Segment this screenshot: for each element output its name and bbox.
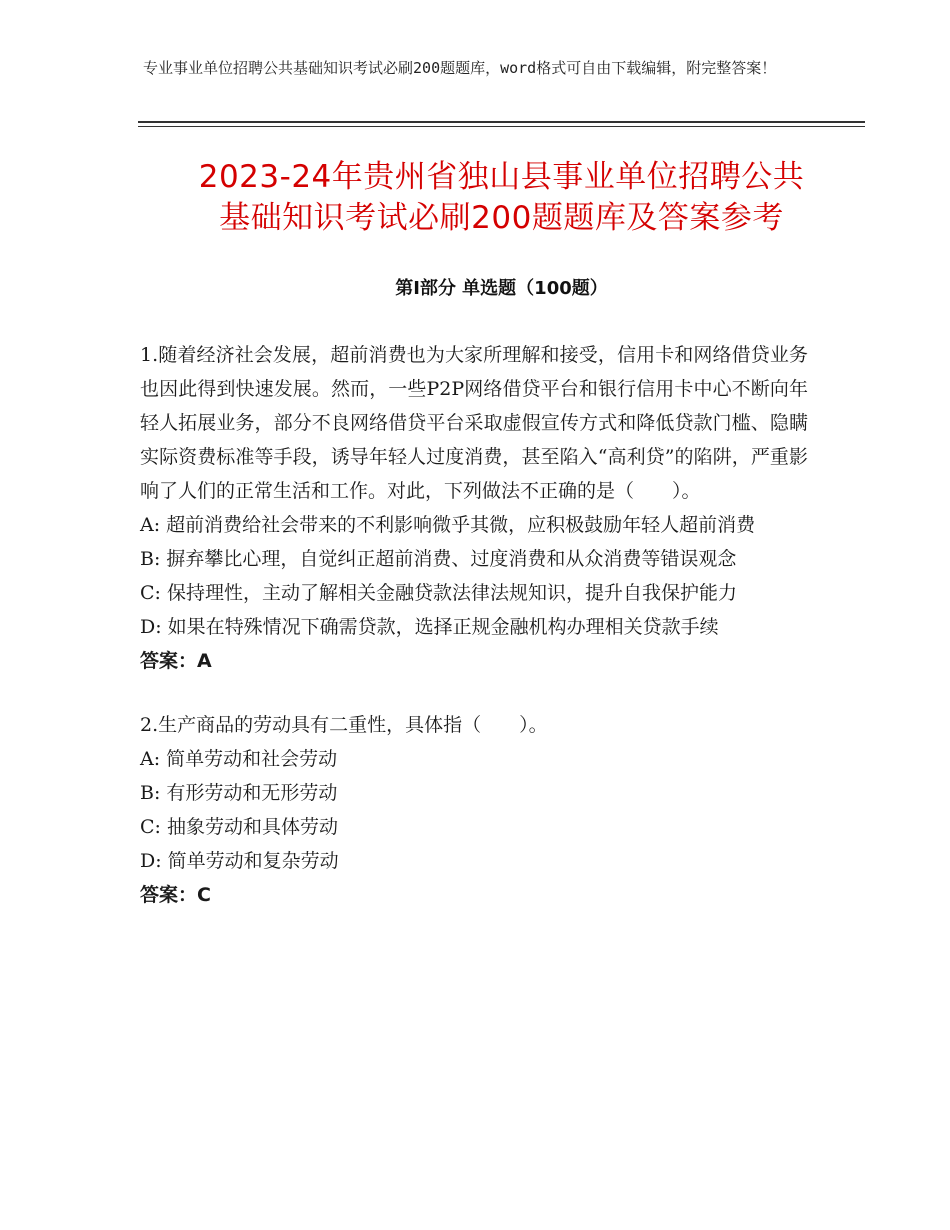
option-b: B: 摒弃攀比心理，自觉纠正超前消费、过度消费和从众消费等错误观念 — [140, 548, 737, 570]
answer: 答案：A — [140, 650, 212, 672]
option-c: C: 保持理性，主动了解相关金融贷款法律法规知识，提升自我保护能力 — [140, 582, 737, 604]
question-list — [140, 338, 808, 912]
question-stem: 2.生产商品的劳动具有二重性，具体指（ ）。 — [140, 714, 548, 736]
option-a: A: 简单劳动和社会劳动 — [140, 748, 338, 770]
section-title: 第Ⅰ部分 单选题（100题） — [395, 278, 608, 299]
document-title-line-1: 2023-24年贵州省独山县事业单位招聘公共 — [198, 159, 805, 195]
option-d: D: 如果在特殊情况下确需贷款，选择正规金融机构办理相关贷款手续 — [140, 616, 719, 638]
option-d: D: 简单劳动和复杂劳动 — [140, 850, 339, 872]
header-divider-thick — [138, 121, 865, 123]
question-2 — [140, 708, 808, 912]
option-a: A: 超前消费给社会带来的不利影响微乎其微，应积极鼓励年轻人超前消费 — [140, 514, 756, 536]
question-1 — [140, 338, 808, 678]
answer: 答案：C — [140, 884, 211, 906]
option-c: C: 抽象劳动和具体劳动 — [140, 816, 338, 838]
document-title — [138, 157, 865, 239]
option-b: B: 有形劳动和无形劳动 — [140, 782, 338, 804]
document-title-line-2: 基础知识考试必刷200题题库及答案参考 — [219, 200, 784, 236]
question-stem: 1.随着经济社会发展，超前消费也为大家所理解和接受，信用卡和网络借贷业务也因此得到快速发展。然而，一些P2P网络借贷平台和银行信用卡中心不断向年轻人拓展业务，部分不良网络借贷平台采取虚假宣传方式和降低贷款门槛、隐瞒实际资费标准等手段，诱导年轻人过度消费，甚至陷入“高利贷”的陷阱，严重影响了人们的正常生活和工作。对此，下列做法不正确的是（ ）。 — [140, 344, 808, 502]
header-divider-thin — [138, 126, 865, 127]
header-note: 专业事业单位招聘公共基础知识考试必刷200题题库，word格式可自由下载编辑，附完整答案！ — [143, 59, 777, 77]
